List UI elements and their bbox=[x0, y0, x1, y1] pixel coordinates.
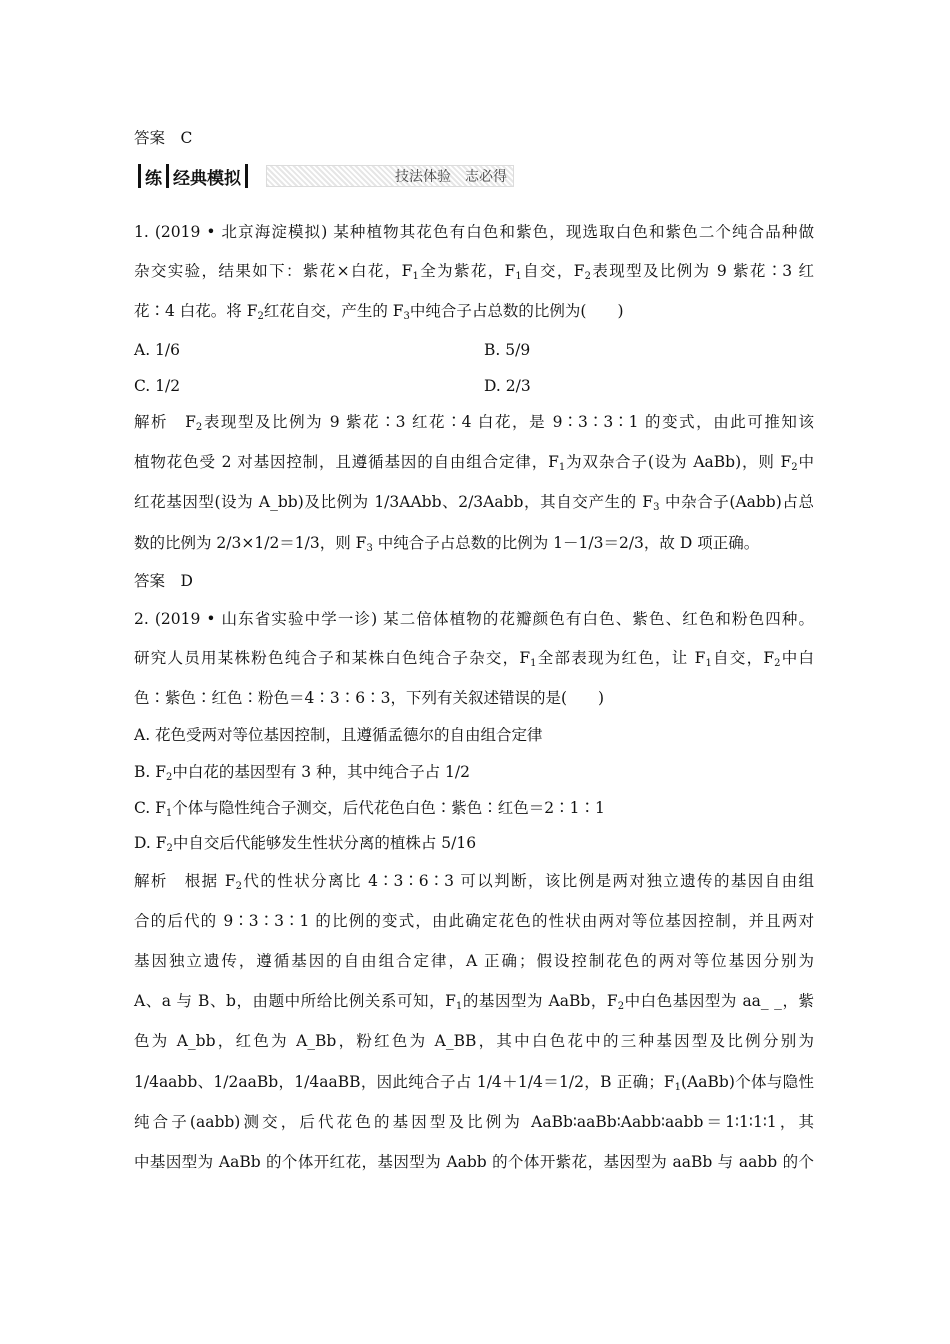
q2-option-c: C. $F_1$个体与隐性纯合子测交，后代花色白色∶紫色∶红色＝2∶1∶1 bbox=[134, 799, 605, 819]
q2-explanation-1: 解析 根据 $F_2$代的性状分离比 4∶3∶6∶3 可以判断，该比例是两对独立遗传的基因自由组 bbox=[134, 872, 814, 892]
q2-explanation-4: A、a 与 B、b，由题中所给比例关系可知，$F_1$的基因型为 AaBb，$F_2$中白色基因型为 aa_ _，紫 bbox=[134, 992, 815, 1012]
q2-explanation-5: 色为 A_bb，红色为 A_Bb，粉红色为 A_BB，其中白色花中的三种基因型及比例分别为 bbox=[134, 1032, 814, 1050]
q2-explanation-2: 合的后代的 9∶3∶3∶1 的比例的变式，由此确定花色的性状由两对等位基因控制，并且两对 bbox=[134, 912, 814, 930]
q1-option-d: D. 2/3 bbox=[484, 377, 531, 395]
q1-option-c: C. 1/2 bbox=[134, 377, 181, 395]
section-banner bbox=[134, 162, 514, 190]
q2-option-a: A. 花色受两对等位基因控制，且遵循孟德尔的自由组合定律 bbox=[134, 726, 543, 744]
banner-bar bbox=[166, 164, 169, 188]
q2-option-d: D. $F_2$中自交后代能够发生性状分离的植株占 5/16 bbox=[134, 834, 477, 854]
banner-bar bbox=[138, 164, 141, 188]
q1-explanation-4: 数的比例为 2/3×1/2＝1/3，则 $F_3$ 中纯合子占总数的比例为 1－1/3＝2/3，故 D 项正确。 bbox=[134, 534, 760, 554]
q2-option-b: B. $F_2$中白花的基因型有 3 种，其中纯合子占 1/2 bbox=[134, 763, 470, 783]
top-answer: 答案 C bbox=[134, 129, 193, 147]
q1-explanation-2: 植物花色受 2 对基因控制，且遵循基因的自由组合定律，$F_1$为双杂合子(设为 AaBb)，则 $F_2$中 bbox=[134, 453, 814, 473]
q2-line-3: 色∶紫色∶红色∶粉色＝4∶3∶6∶3，下列有关叙述错误的是( ) bbox=[134, 689, 605, 707]
banner-title bbox=[134, 162, 252, 190]
q2-explanation-8: 中基因型为 AaBb 的个体开红花，基因型为 Aabb 的个体开紫花，基因型为 aaBb 与 aabb 的个 bbox=[134, 1153, 814, 1171]
q1-option-a: A. 1/6 bbox=[134, 341, 180, 359]
banner-bar bbox=[245, 164, 248, 188]
banner-tag2: 经典模拟 bbox=[173, 168, 241, 189]
q2-line-2: 研究人员用某株粉色纯合子和某株白色纯合子杂交，$F_1$全部表现为红色，让 $F_1$自交，$F_2$中白 bbox=[134, 649, 814, 669]
q2-explanation-7: 纯合子(aabb)测交，后代花色的基因型及比例为 AaBb∶aaBb∶Aabb∶aabb＝1∶1∶1∶1，其 bbox=[134, 1113, 814, 1131]
q1-explanation-1: 解析 $F_2$表现型及比例为 9 紫花∶3 红花∶4 白花，是 9∶3∶3∶1 的变式，由此可推知该 bbox=[134, 413, 814, 433]
q1-explanation-3: 红花基因型(设为 A_bb)及比例为 1/3AAbb、2/3Aabb，其自交产生的 $F_3$ 中杂合子(Aabb)占总 bbox=[134, 493, 814, 513]
banner-tag1: 练 bbox=[145, 168, 162, 189]
q1-line-3: 花∶4 白花。将 $F_2$红花自交，产生的 $F_3$中纯合子占总数的比例为( ) bbox=[134, 302, 624, 322]
q2-explanation-3: 基因独立遗传，遵循基因的自由组合定律，A 正确；假设控制花色的两对等位基因分别为 bbox=[134, 952, 814, 970]
banner-subtitle: 技法体验 志必得 bbox=[266, 165, 514, 187]
q2-line-1: 2. (2019 • 山东省实验中学一诊) 某二倍体植物的花瓣颜色有白色、紫色、红色和粉色四种。 bbox=[134, 610, 814, 628]
q1-option-b: B. 5/9 bbox=[484, 341, 531, 359]
q2-explanation-6: 1/4aabb、1/2aaBb，1/4aaBB，因此纯合子占 1/4＋1/4＝1/2，B 正确；$F_1(AaBb)$个体与隐性 bbox=[134, 1073, 815, 1093]
q1-line-1: 1. (2019 • 北京海淀模拟) 某种植物其花色有白色和紫色，现选取白色和紫色二个纯合品种做 bbox=[134, 223, 814, 241]
q1-line-2: 杂交实验，结果如下：紫花×白花，$F_1$全为紫花，$F_1$自交，$F_2$表现型及比例为 9 紫花∶3 红 bbox=[134, 262, 814, 282]
q1-answer: 答案 D bbox=[134, 572, 193, 590]
